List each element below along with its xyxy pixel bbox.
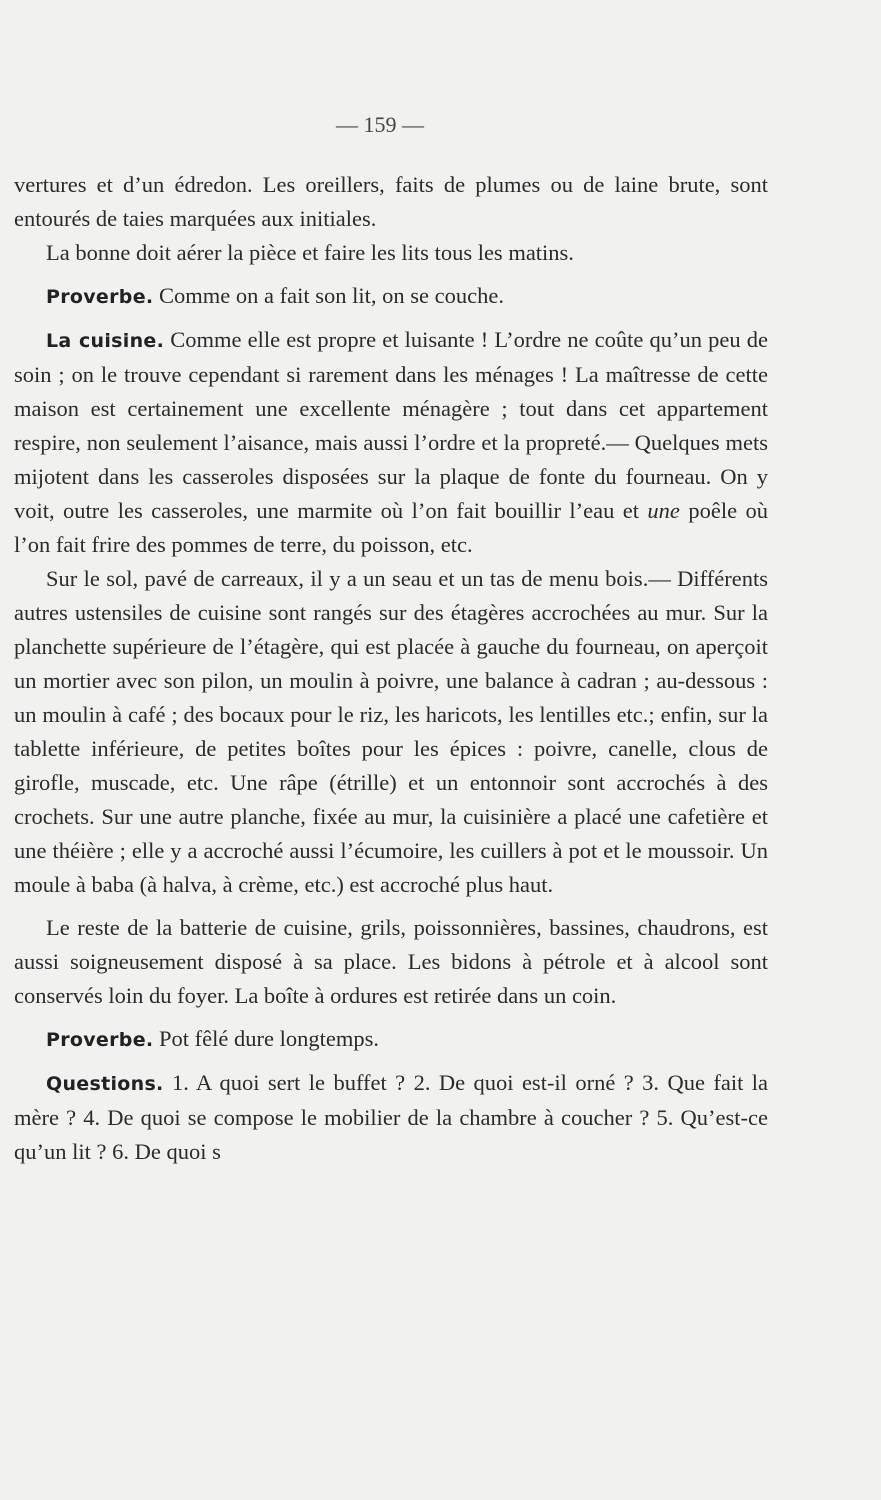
proverb-label-2: Proverbe. [46,1029,154,1051]
paragraph-cuisine [14,323,768,562]
cuisine-emphasis: une [647,498,680,523]
proverb-text-2: Pot fêlé dure longtemps. [153,1026,379,1051]
paragraph-bonne: La bonne doit aérer la pièce et faire les lits tous les matins. [46,240,574,265]
proverb-label: Proverbe. [46,286,154,308]
questions [14,1066,768,1169]
paragraph-ustensiles: Sur le sol, pavé de carreaux, il y a un seau et un tas de menu bois.— Différents autres ustensiles de cuisine sont rangés sur des étagères accrochées au mur. Sur la planchette supérieure de l’étagère, qui est placée à gauche du fourneau, on aperçoit un mortier avec son pilon, un moulin à poivre, une balance à cadran ; au-dessous : un moulin à café ; des bocaux pour le riz, les haricots, les lentilles etc.; enfin, sur la tablette inférieure, de petites boîtes pour les épices : poivre, canelle, clous de girofle, muscade, etc. Une râpe (étrille) et un entonnoir sont accrochés à des crochets. Sur une autre planche, fixée au mur, la cuisinière a placé une cafetière et une théière ; elle y a accroché aussi l’écumoire, les cuillers à pot et le moussoir. Un moule à baba (à halva, à crème, etc.) est accroché plus haut. [14,566,768,897]
questions-label: Questions. [46,1073,164,1095]
cuisine-text: Comme elle est propre et luisante ! L’ordre ne coûte qu’un peu de soin ; on le trouve cependant si rarement dans les ménages ! La maîtresse de cette maison est certainement une excellente ménagère ; tout dans cet appartement respire, non seulement l’aisance, mais aussi l’ordre et la propreté.— Quelques mets mijotent dans les casseroles disposées sur la plaque de fonte du fourneau. On y voit, outre les casseroles, une marmite où l’on fait bouillir l’eau et [14,327,768,523]
page-number: — 159 — [336,112,424,137]
proverb-1 [14,279,768,314]
body-text [14,168,768,1169]
proverb-2 [14,1022,768,1057]
questions-text: 1. A quoi sert le buffet ? 2. De quoi est-il orné ? 3. Que fait la mère ? 4. De quoi se compose le mobilier de la chambre à coucher ? 5. Qu’est-ce qu’un lit ? 6. De quoi s [14,1070,768,1164]
cuisine-text-end: poêle où l’on fait frire des pommes de terre, du poisson, etc. [14,498,768,557]
paragraph-batterie: Le reste de la batterie de cuisine, grils, poissonnières, bassines, chaudrons, est aussi soigneusement disposé à sa place. Les bidons à pétrole et à alcool sont conservés loin du foyer. La boîte à ordures est retirée dans un coin. [14,915,768,1008]
section-heading-cuisine: La cuisine. [46,330,165,352]
proverb-text: Comme on a fait son lit, on se couche. [153,283,504,308]
paragraph-continuation: vertures et d’un édredon. Les oreillers, faits de plumes ou de laine brute, sont entourés de taies marquées aux initiales. [14,172,768,231]
